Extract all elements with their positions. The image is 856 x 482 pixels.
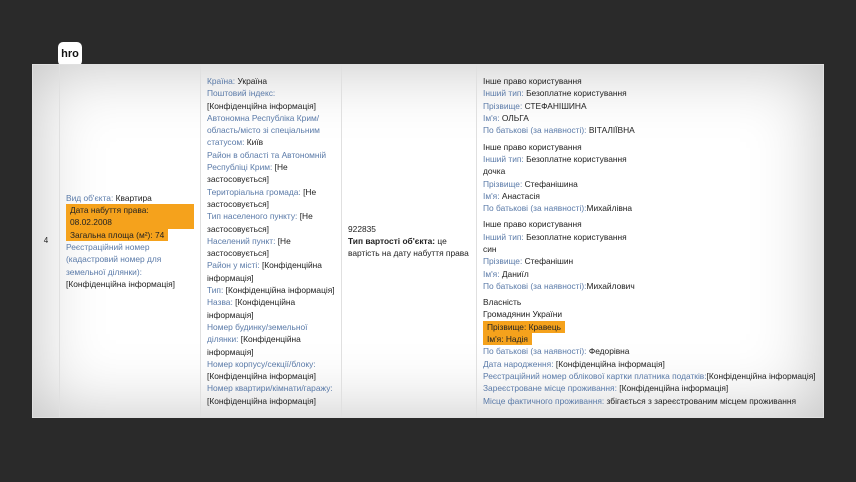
right-title: Інше право користування [483, 141, 582, 152]
total-area-label: Загальна площа (м²): [70, 229, 153, 240]
acquisition-date-value: 08.02.2008 [70, 217, 112, 228]
other-type-label: Інший тип: [483, 153, 524, 164]
owner-surname-highlight [483, 321, 565, 333]
district-label: Район в області та Автономній Республіці Крим: [207, 149, 327, 173]
citizenship: Громадянин України [483, 309, 563, 320]
relation: дочка [483, 166, 506, 177]
apartment-number-label: Номер квартири/кімнати/гаражу: [207, 383, 333, 394]
street-type-value: [Конфіденційна інформація] [225, 285, 335, 296]
first-name-value: Анастасія [501, 190, 540, 201]
house-number-value: [Конфіденційна інформація] [207, 334, 301, 357]
settlement-type-value: [Не застосовується] [207, 211, 313, 234]
patronymic-label: По батькові (за наявності): [483, 203, 587, 214]
total-area-value: 74 [154, 229, 165, 240]
first-name-value: ОЛЬГА [501, 113, 529, 124]
declaration-table-screenshot [32, 64, 824, 418]
surname-value: СТЕФАНІШИНА [524, 100, 587, 111]
patronymic-value: Михайлович [586, 280, 635, 291]
community-value: [Не застосовується] [207, 186, 317, 209]
region-label: Автономна Республіка Крим/область/місто зі спеціальним статусом: [207, 112, 320, 148]
postal-value: [Конфіденційна інформація] [207, 100, 316, 111]
object-type-value: Квартира [115, 192, 152, 203]
valuation-cell [342, 65, 477, 418]
other-type-value: Безоплатне користування [526, 153, 627, 164]
birth-date-label: Дата народження: [483, 358, 554, 369]
acquisition-date-highlight [66, 204, 194, 229]
registration-number-value: [Конфіденційна інформація] [66, 278, 175, 289]
region-value: Київ [246, 137, 264, 148]
first-name-label: Ім'я: [483, 268, 500, 279]
right-block [483, 141, 817, 215]
country-label: Країна: [207, 75, 236, 86]
other-type-label: Інший тип: [483, 231, 524, 242]
right-title: Інше право користування [483, 219, 582, 230]
right-title: Інше право користування [483, 76, 582, 87]
surname-label: Прізвище: [483, 178, 523, 189]
tax-number-label: Реєстраційний номер облікової картки платника податків: [483, 370, 707, 381]
surname-label: Прізвище: [483, 100, 523, 111]
first-name-value: Даниїл [501, 268, 529, 279]
registered-residence-value: [Конфіденційна інформація] [619, 383, 729, 394]
tax-number-value: [Конфіденційна інформація] [706, 370, 816, 381]
patronymic-label: По батькові (за наявності): [483, 280, 587, 291]
patronymic-value: Федорівна [588, 346, 630, 357]
birth-date-value: [Конфіденційна інформація] [555, 358, 665, 369]
object-cell [60, 65, 201, 418]
patronymic-value: Михайлівна [586, 203, 633, 214]
patronymic-label: По батькові (за наявності): [483, 125, 587, 136]
right-title: Власність [483, 297, 522, 308]
city-district-value: [Конфіденційна інформація] [207, 260, 322, 283]
surname-value: Стефанішина [524, 178, 578, 189]
right-block [483, 218, 817, 292]
house-number-label: Номер будинку/земельної ділянки: [207, 321, 308, 345]
relation: син [483, 244, 497, 254]
surname-value: Стефанішин [524, 256, 574, 267]
table-row [33, 65, 824, 418]
first-name-label: Ім'я: [483, 190, 500, 201]
logo-mark: hro [58, 42, 82, 66]
address-cell [201, 65, 342, 418]
city-district-label: Район у місті: [207, 260, 260, 271]
owner-name-highlight [483, 333, 532, 345]
settlement-value: [Не застосовується] [207, 235, 291, 259]
row-number: 4 [33, 65, 60, 418]
registered-residence-label: Зареєстроване місце проживання: [483, 383, 617, 394]
object-type-label: Вид об'єкта: [66, 192, 114, 203]
postal-label: Поштовий індекс: [207, 88, 276, 99]
surname-value: Кравець [528, 321, 561, 332]
actual-residence-label: Місце фактичного проживання: [483, 395, 605, 406]
total-area-highlight [66, 229, 168, 241]
surname-label: Прізвище: [483, 256, 523, 267]
other-type-value: Безоплатне користування [526, 231, 627, 242]
first-name-value: Надія [505, 334, 528, 345]
building-number-label: Номер корпусу/секції/блоку: [207, 358, 316, 369]
other-type-label: Інший тип: [483, 88, 524, 99]
patronymic-value: ВІТАЛІЇВНА [588, 125, 635, 136]
first-name-label: Ім'я: [487, 334, 504, 345]
settlement-type-label: Тип населеного пункту: [207, 211, 298, 222]
valuation-type-value: це вартість на дату набуття права [348, 235, 469, 259]
rights-cell [477, 65, 824, 418]
acquisition-date-label: Дата набуття права: [70, 205, 149, 216]
right-block [483, 75, 817, 136]
other-type-value: Безоплатне користування [526, 88, 627, 99]
registration-number-label: Реєстраційний номер (кадастровий номер для земельної ділянки): [66, 242, 162, 277]
actual-residence-value: збігається з зареєстрованим місцем проживання [606, 395, 797, 406]
valuation-amount: 922835 [348, 223, 376, 234]
street-name-label: Назва: [207, 297, 233, 308]
surname-label: Прізвище: [487, 321, 527, 332]
building-number-value: [Конфіденційна інформація] [207, 371, 316, 382]
district-value: [Не застосовується] [207, 162, 288, 185]
valuation-type-label: Тип вартості об'єкта: [348, 235, 436, 246]
community-label: Територіальна громада: [207, 186, 301, 197]
apartment-number-value: [Конфіденційна інформація] [207, 395, 316, 406]
country-value: Україна [237, 75, 268, 86]
street-type-label: Тип: [207, 285, 224, 296]
settlement-label: Населений пункт: [207, 235, 276, 246]
first-name-label: Ім'я: [483, 113, 500, 124]
right-block [483, 296, 817, 407]
property-table [32, 64, 824, 418]
street-name-value: [Конфіденційна інформація] [207, 297, 296, 320]
patronymic-label: По батькові (за наявності): [483, 346, 587, 357]
